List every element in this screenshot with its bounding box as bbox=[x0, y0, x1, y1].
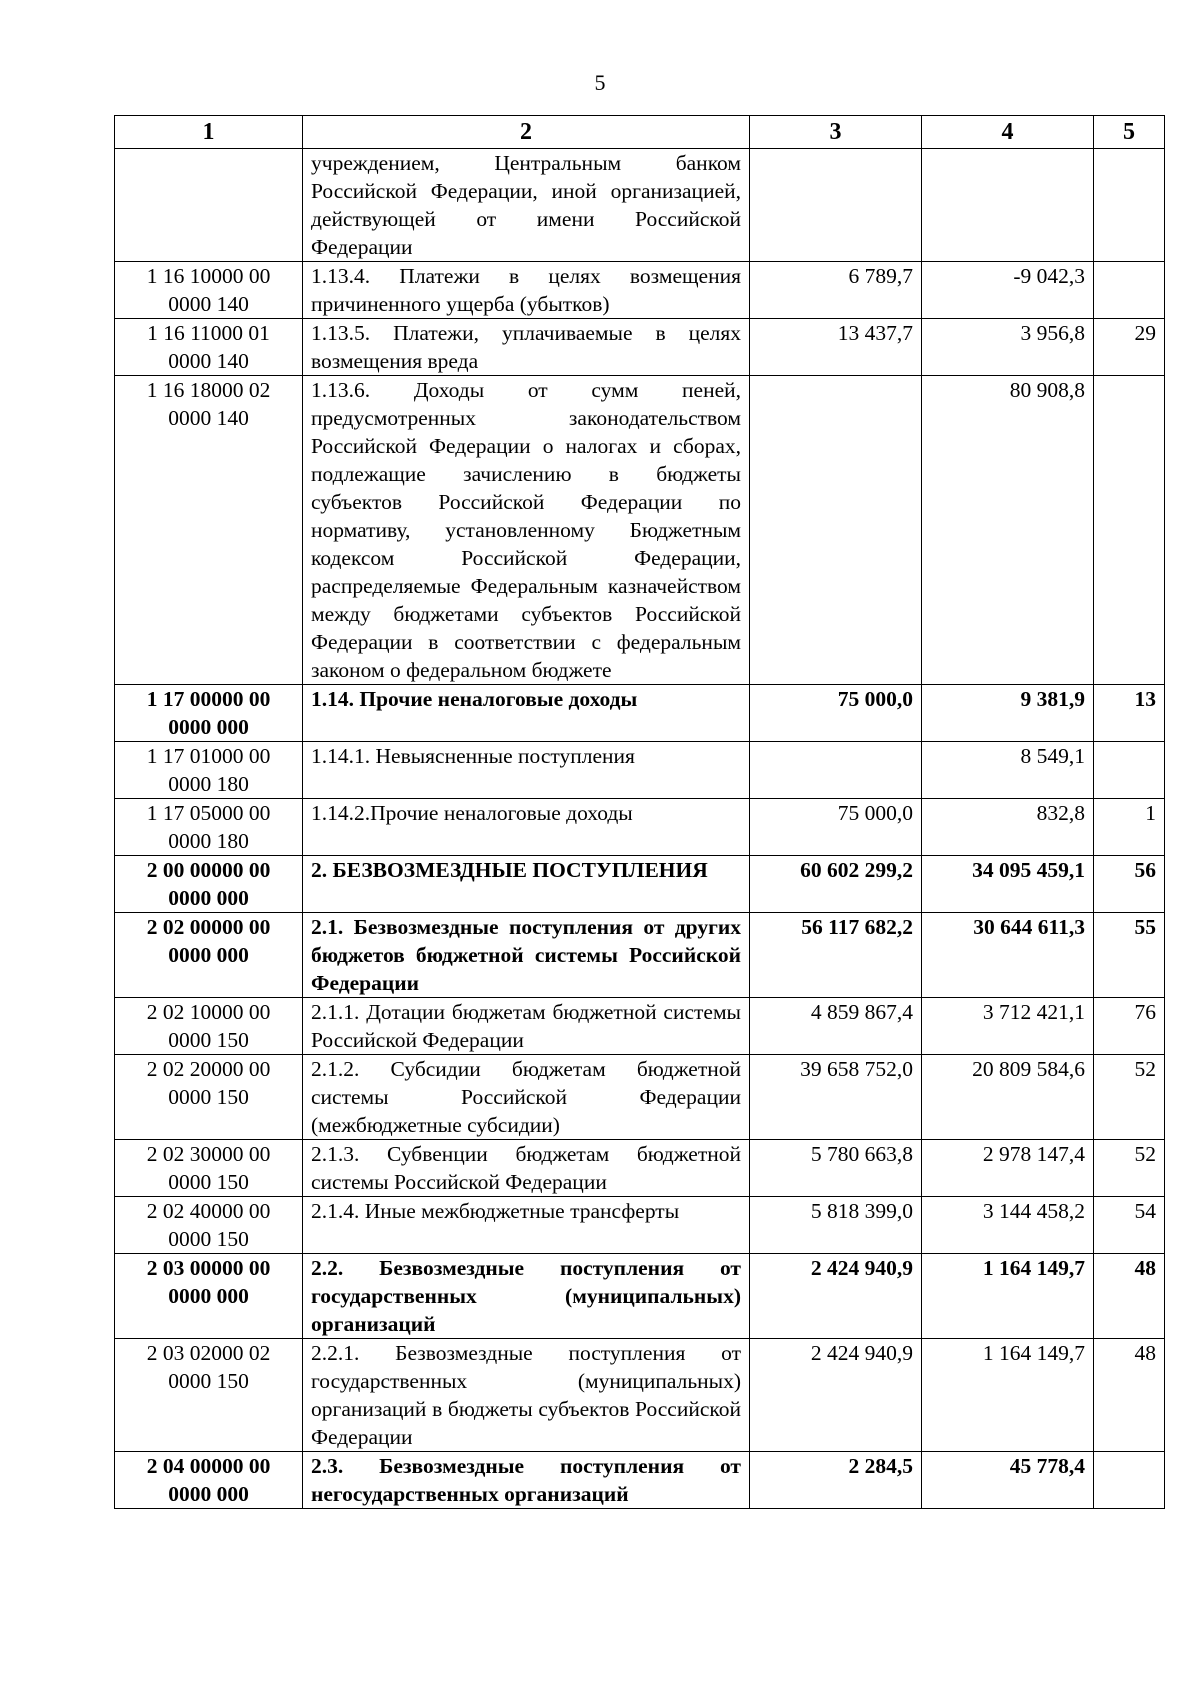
row-actual-value: 8 549,1 bbox=[922, 742, 1094, 799]
row-code: 1 16 18000 02 0000 140 bbox=[115, 376, 303, 685]
row-code: 2 02 30000 00 0000 150 bbox=[115, 1140, 303, 1197]
row-percent: 56 bbox=[1094, 856, 1165, 913]
column-header: 3 bbox=[750, 116, 922, 149]
table-row-total bbox=[115, 1452, 1165, 1509]
row-percent bbox=[1094, 149, 1165, 262]
row-code: 1 16 11000 01 0000 140 bbox=[115, 319, 303, 376]
row-name: 1.13.5. Платежи, уплачиваемые в целях возмещения вреда bbox=[303, 319, 750, 376]
table-row-total bbox=[115, 856, 1165, 913]
row-actual-value: 9 381,9 bbox=[922, 685, 1094, 742]
row-name: 2.1.2. Субсидии бюджетам бюджетной системы Российской Федерации (межбюджетные субсидии) bbox=[303, 1055, 750, 1140]
row-code: 2 02 20000 00 0000 150 bbox=[115, 1055, 303, 1140]
row-name: 1.14.1. Невыясненные поступления bbox=[303, 742, 750, 799]
row-percent bbox=[1094, 262, 1165, 319]
row-actual-value: 3 956,8 bbox=[922, 319, 1094, 376]
row-code: 2 03 00000 00 0000 000 bbox=[115, 1254, 303, 1339]
row-percent: 13 bbox=[1094, 685, 1165, 742]
row-percent: 52 bbox=[1094, 1140, 1165, 1197]
table-row bbox=[115, 1140, 1165, 1197]
row-plan-value bbox=[750, 376, 922, 685]
row-plan-value: 75 000,0 bbox=[750, 685, 922, 742]
row-name: 2.2. Безвозмездные поступления от государственных (муниципальных) организаций bbox=[303, 1254, 750, 1339]
row-actual-value: 20 809 584,6 bbox=[922, 1055, 1094, 1140]
row-name: 1.14. Прочие неналоговые доходы bbox=[303, 685, 750, 742]
row-percent: 55 bbox=[1094, 913, 1165, 998]
row-name: учреждением, Центральным банком Российской Федерации, иной организацией, действующей от имени Российской Федерации bbox=[303, 149, 750, 262]
row-actual-value: -9 042,3 bbox=[922, 262, 1094, 319]
table-row bbox=[115, 998, 1165, 1055]
budget-table bbox=[114, 115, 1165, 1509]
row-plan-value: 13 437,7 bbox=[750, 319, 922, 376]
row-percent: 48 bbox=[1094, 1339, 1165, 1452]
row-percent: 1 bbox=[1094, 799, 1165, 856]
row-percent: 29 bbox=[1094, 319, 1165, 376]
row-actual-value: 3 144 458,2 bbox=[922, 1197, 1094, 1254]
row-name: 2.2.1. Безвозмездные поступления от государственных (муниципальных) организаций в бюджеты субъектов Российской Федерации bbox=[303, 1339, 750, 1452]
row-actual-value bbox=[922, 149, 1094, 262]
row-code: 2 02 40000 00 0000 150 bbox=[115, 1197, 303, 1254]
row-percent bbox=[1094, 742, 1165, 799]
row-plan-value: 6 789,7 bbox=[750, 262, 922, 319]
row-plan-value: 2 424 940,9 bbox=[750, 1254, 922, 1339]
row-actual-value: 2 978 147,4 bbox=[922, 1140, 1094, 1197]
row-name: 2.1.4. Иные межбюджетные трансферты bbox=[303, 1197, 750, 1254]
table-row bbox=[115, 319, 1165, 376]
row-plan-value: 2 424 940,9 bbox=[750, 1339, 922, 1452]
row-percent: 76 bbox=[1094, 998, 1165, 1055]
row-name: 2.1.1. Дотации бюджетам бюджетной системы Российской Федерации bbox=[303, 998, 750, 1055]
row-percent: 48 bbox=[1094, 1254, 1165, 1339]
column-header: 4 bbox=[922, 116, 1094, 149]
column-header: 5 bbox=[1094, 116, 1165, 149]
row-actual-value: 34 095 459,1 bbox=[922, 856, 1094, 913]
table-row-total bbox=[115, 913, 1165, 998]
row-plan-value: 60 602 299,2 bbox=[750, 856, 922, 913]
row-actual-value: 3 712 421,1 bbox=[922, 998, 1094, 1055]
table-row bbox=[115, 799, 1165, 856]
row-actual-value: 1 164 149,7 bbox=[922, 1254, 1094, 1339]
row-name: 2.3. Безвозмездные поступления от негосударственных организаций bbox=[303, 1452, 750, 1509]
table-row bbox=[115, 1339, 1165, 1452]
row-plan-value: 4 859 867,4 bbox=[750, 998, 922, 1055]
row-plan-value: 39 658 752,0 bbox=[750, 1055, 922, 1140]
table-row bbox=[115, 742, 1165, 799]
row-code: 1 17 00000 00 0000 000 bbox=[115, 685, 303, 742]
row-plan-value: 5 780 663,8 bbox=[750, 1140, 922, 1197]
row-code: 1 17 05000 00 0000 180 bbox=[115, 799, 303, 856]
row-name: 2.1.3. Субвенции бюджетам бюджетной системы Российской Федерации bbox=[303, 1140, 750, 1197]
row-code: 1 16 10000 00 0000 140 bbox=[115, 262, 303, 319]
table-row bbox=[115, 262, 1165, 319]
row-name: 2.1. Безвозмездные поступления от других бюджетов бюджетной системы Российской Федерации bbox=[303, 913, 750, 998]
row-name: 1.13.4. Платежи в целях возмещения причиненного ущерба (убытков) bbox=[303, 262, 750, 319]
row-plan-value: 75 000,0 bbox=[750, 799, 922, 856]
row-percent bbox=[1094, 1452, 1165, 1509]
row-name: 1.13.6. Доходы от сумм пеней, предусмотренных законодательством Российской Федерации о налогах и сборах, подлежащие зачислению в бюджеты субъектов Российской Федерации по нормативу, установленному Бюджетным кодексом Российской Федерации, распределяемые Федеральным казначейством между бюджетами субъектов Российской Федерации в соответствии с федеральным законом о федеральном бюджете bbox=[303, 376, 750, 685]
row-code: 2 04 00000 00 0000 000 bbox=[115, 1452, 303, 1509]
table-row-total bbox=[115, 1254, 1165, 1339]
table-row-total bbox=[115, 685, 1165, 742]
row-code: 1 17 01000 00 0000 180 bbox=[115, 742, 303, 799]
header-row bbox=[115, 116, 1165, 149]
row-code: 2 00 00000 00 0000 000 bbox=[115, 856, 303, 913]
row-name: 1.14.2.Прочие неналоговые доходы bbox=[303, 799, 750, 856]
row-name: 2. БЕЗВОЗМЕЗДНЫЕ ПОСТУПЛЕНИЯ bbox=[303, 856, 750, 913]
row-actual-value: 1 164 149,7 bbox=[922, 1339, 1094, 1452]
table-row bbox=[115, 1055, 1165, 1140]
row-plan-value bbox=[750, 742, 922, 799]
row-actual-value: 30 644 611,3 bbox=[922, 913, 1094, 998]
row-code: 2 02 10000 00 0000 150 bbox=[115, 998, 303, 1055]
row-code: 2 03 02000 02 0000 150 bbox=[115, 1339, 303, 1452]
row-percent: 54 bbox=[1094, 1197, 1165, 1254]
table-row bbox=[115, 1197, 1165, 1254]
column-header: 1 bbox=[115, 116, 303, 149]
row-code: 2 02 00000 00 0000 000 bbox=[115, 913, 303, 998]
row-actual-value: 45 778,4 bbox=[922, 1452, 1094, 1509]
column-header: 2 bbox=[303, 116, 750, 149]
table-row bbox=[115, 376, 1165, 685]
page-number: 5 bbox=[594, 70, 606, 95]
row-plan-value bbox=[750, 149, 922, 262]
row-actual-value: 832,8 bbox=[922, 799, 1094, 856]
row-code bbox=[115, 149, 303, 262]
table-row bbox=[115, 149, 1165, 262]
row-plan-value: 5 818 399,0 bbox=[750, 1197, 922, 1254]
row-plan-value: 56 117 682,2 bbox=[750, 913, 922, 998]
row-percent bbox=[1094, 376, 1165, 685]
row-percent: 52 bbox=[1094, 1055, 1165, 1140]
row-actual-value: 80 908,8 bbox=[922, 376, 1094, 685]
row-plan-value: 2 284,5 bbox=[750, 1452, 922, 1509]
